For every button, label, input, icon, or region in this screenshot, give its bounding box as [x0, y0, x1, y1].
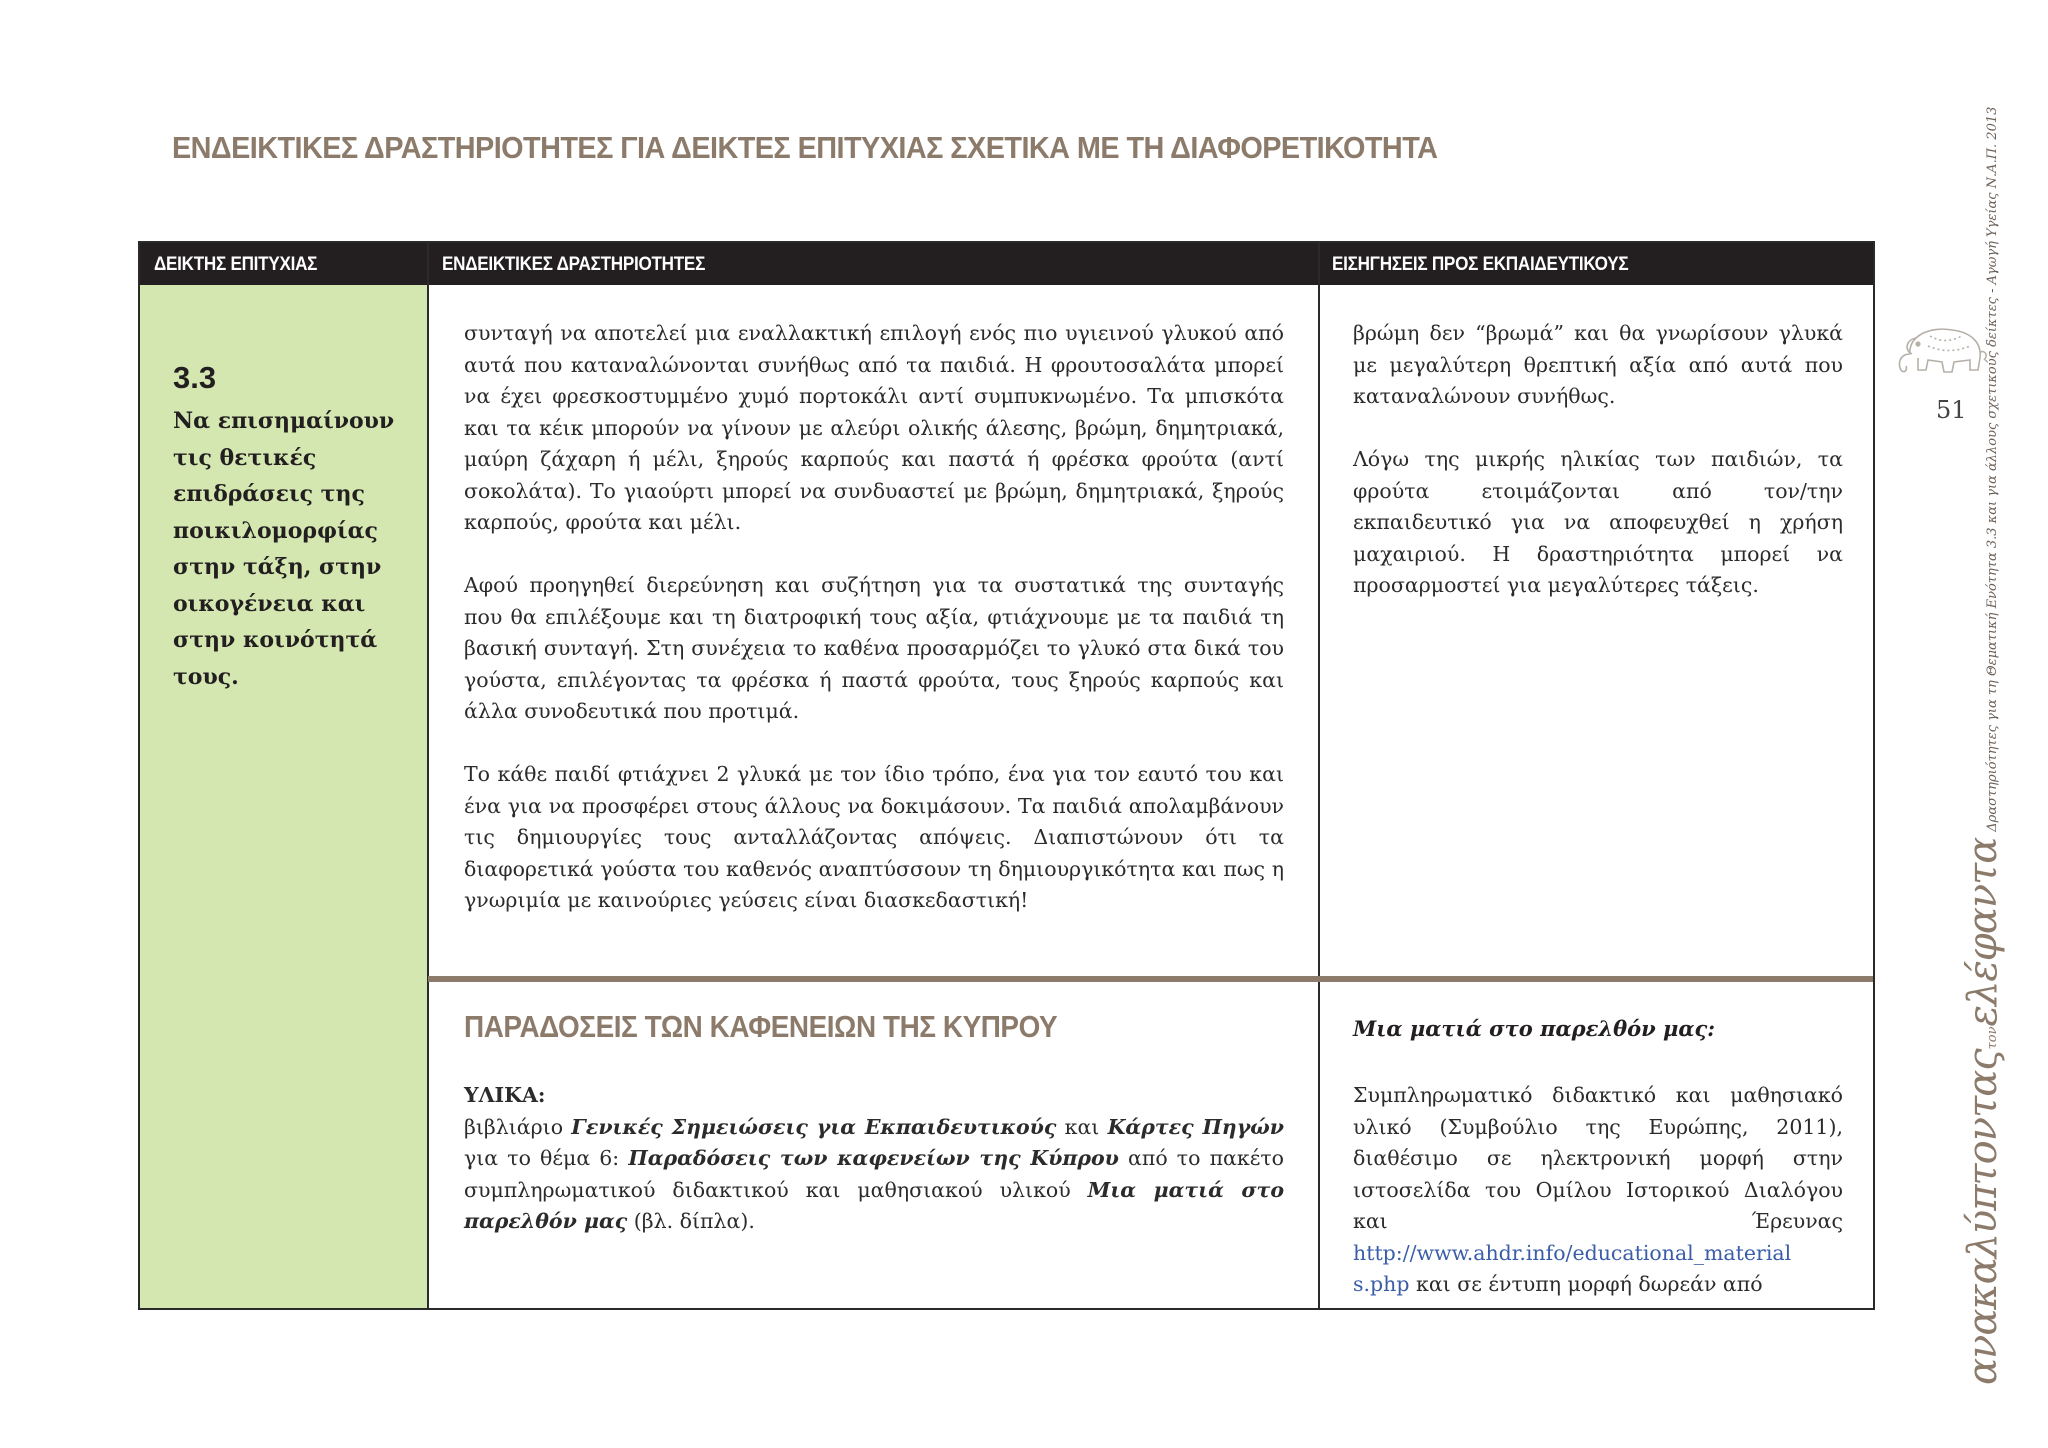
row-divider: [428, 976, 1873, 982]
activities-text: [464, 318, 1284, 948]
header-activities: ΕΝΔΕΙΚΤΙΚΕΣ ΔΡΑΣΤΗΡΙΟΤΗΤΕΣ: [442, 254, 706, 275]
resource-text: Συμπληρωματικό διδακτικό και μαθησιακό υλικό (Συμβούλιο της Ευρώπης, 2011), διαθέσιμο σε ηλεκτρονική μορφή στην ιστοσελίδα του Ομίλου Ιστορικού Διαλόγου και Έρευνας http://www.ahdr.info/educational_material s.php και σε έντυπη μορφή δωρεάν από: [1353, 1083, 1843, 1296]
sidebar-vertical-text: [1960, 107, 2006, 1385]
header-teacher-suggestions: ΕΙΣΗΓΗΣΕΙΣ ΠΡΟΣ ΕΚΠΑΙΔΕΥΤΙΚΟΥΣ: [1332, 254, 1629, 275]
table-header: [140, 243, 1873, 285]
suggestion-paragraph: Λόγω της μικρής ηλικίας των παιδιών, τα φρούτα ετοιμάζονται από τον/την εκπαιδευτικό για να αποφευχθεί η χρήση μαχαιριού. Η δραστηριότητα μπορεί να προσαρμοστεί για μεγαλύτερες τάξεις.: [1353, 447, 1843, 597]
suggestions-text: [1353, 318, 1843, 633]
materials-block: [464, 1080, 1284, 1238]
activity-paragraph: Αφού προηγηθεί διερεύνηση και συζήτηση για τα συστατικά της συνταγής που θα επιλέξουμε και τη διατροφική τους αξία, φτιάχνουμε με τα παιδιά τη βασική συνταγή. Στη συνέχεια το καθένα προσαρμόζει το γλυκό στα δικά του γούστα, επιλέγοντας τα φρέσκα ή παστά φρούτα, τους ξηρούς καρπούς και άλλα συνοδευτικά που προτιμά.: [464, 573, 1284, 723]
indicator-text: Να επισημαίνουν τις θετικές επιδράσεις της ποικιλομορφίας στην τάξη, στην οικογένεια και στην κοινότητά τους.: [173, 408, 395, 690]
brand-logo: ανακαλύπτοντας: [1960, 1049, 2006, 1385]
activity-paragraph: συνταγή να αποτελεί μια εναλλακτική επιλογή ενός πιο υγιεινού γλυκού από αυτά που καταναλώνονται συνήθως από τα παιδιά. Η φρουτοσαλάτα μπορεί να έχει φρεσκοστυμμένο χυμό πορτοκάλι αντί συμπυκνωμένο. Τα μπισκότα και τα κέικ μπορούν να γίνουν με αλεύρι ολικής άλεσης, βρώμη, δημητριακά, μαύρη ζάχαρη ή μέλι, ξηρούς καρπούς και παστά ή φρέσκα φρούτα (αντί σοκολάτα). Το γιαούρτι μπορεί να συνδυαστεί με βρώμη, δημητριακά, ξηρούς καρπούς, φρούτα και μέλι.: [464, 321, 1284, 534]
activity-paragraph: Το κάθε παιδί φτιάχνει 2 γλυκά με τον ίδιο τρόπο, ένα για τον εαυτό του και ένα για να προσφέρει στους άλλους να δοκιμάσουν. Τα παιδιά απολαμβάνουν τις δημιουργίες τους ανταλλάζοντας απόψεις. Διαπιστώνουν ότι τα διαφορετικά γούστα του καθενός αναπτύσσουν τη δημιουργικότητα και πως η γνωριμία με καινούριες γεύσεις είναι διασκεδαστική!: [464, 762, 1284, 912]
brand-logo-end: ελέφαντα: [1960, 837, 2006, 1027]
page-number: 51: [1936, 396, 1967, 424]
column-divider: [1318, 243, 1320, 1308]
brand-small: τον: [1985, 1026, 2000, 1050]
section-heading: ΠΑΡΑΔΟΣΕΙΣ ΤΩΝ ΚΑΦΕΝΕΙΩΝ ΤΗΣ ΚΥΠΡΟΥ: [464, 1009, 1058, 1044]
column-divider: [427, 243, 429, 1308]
indicator-column: [140, 285, 428, 1308]
activities-table: [138, 241, 1875, 1310]
header-success-indicator: ΔΕΙΚΤΗΣ ΕΠΙΤΥΧΙΑΣ: [154, 254, 318, 275]
materials-label: ΥΛΙΚΑ:: [464, 1083, 546, 1107]
indicator-number: 3.3: [173, 360, 217, 395]
materials-text: βιβλιάριο Γενικές Σημειώσεις για Εκπαιδευτικούς και Κάρτες Πηγών για το θέμα 6: Παραδόσεις των καφενείων της Κύπρου από το πακέτο συμπληρωματικού διδακτικού και μαθησιακού υλικού Μια ματιά στο παρελθόν μας (βλ. δίπλα).: [464, 1114, 1285, 1233]
side-title: Μια ματιά στο παρελθόν μας:: [1353, 1016, 1716, 1041]
sidebar-caption: Δραστηριότητες για τη Θεματική Ενότητα 3.3 και για άλλους σχετικούς δείκτες - Αγωγή Υγείας Ν.Α.Π. 2013: [1985, 106, 2000, 832]
resource-link[interactable]: http://www.ahdr.info/educational_material s.php: [1353, 1240, 1792, 1296]
suggestion-paragraph: βρώμη δεν “βρωμά” και θα γνωρίσουν γλυκά με μεγαλύτερη θρεπτική αξία από αυτά που καταναλώνουν συνήθως.: [1353, 321, 1843, 408]
page-title: ΕΝΔΕΙΚΤΙΚΕΣ ΔΡΑΣΤΗΡΙΟΤΗΤΕΣ ΓΙΑ ΔΕΙΚΤΕΣ ΕΠΙΤΥΧΙΑΣ ΣΧΕΤΙΚΑ ΜΕ ΤΗ ΔΙΑΦΟΡΕΤΙΚΟΤΗΤΑ: [172, 130, 1438, 165]
